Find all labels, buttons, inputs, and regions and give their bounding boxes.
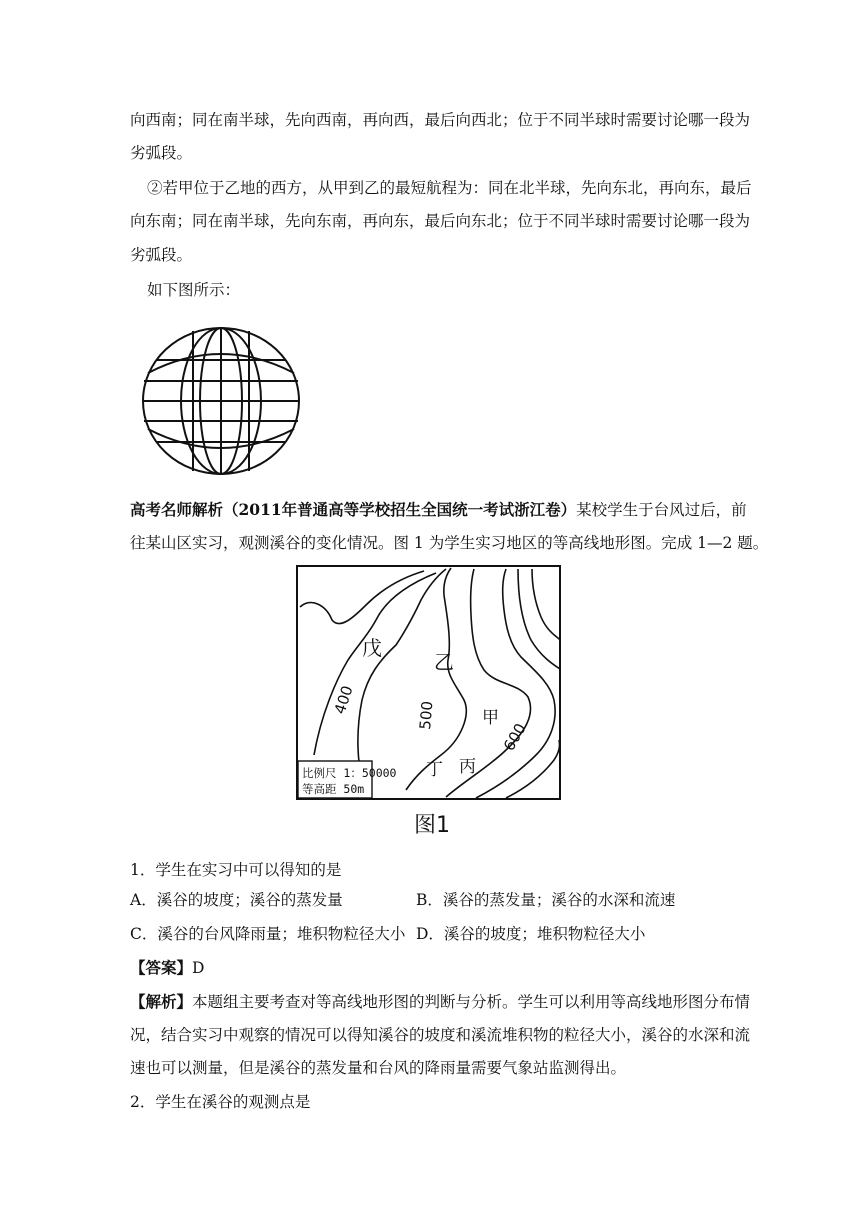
- paragraph-1-line-1: 向西南；同在南半球，先向西南，再向西，最后向西北；位于不同半球时需要讨论哪一段为: [130, 111, 751, 129]
- source-title: 高考名师解析（2011年普通高等学校招生全国统一考试浙江卷）: [130, 500, 577, 519]
- contour-label-600: 600: [499, 720, 530, 754]
- question-1-option-d: D．溪谷的坡度；堆积物粒径大小: [416, 925, 646, 943]
- figure-intro: 如下图所示：: [147, 281, 241, 299]
- question-1-stem: 1．学生在实习中可以得知的是: [130, 861, 342, 879]
- paragraph-2-line-2: 向东南；同在南半球，先向东南，再向东，最后向东北；位于不同半球时需要讨论哪一段为: [130, 212, 751, 230]
- figure-caption: 图1: [414, 813, 450, 838]
- analysis-text-1: 本题组主要考查对等高线地形图的判断与分析。学生可以利用等高线地形图分布情: [192, 993, 751, 1011]
- paragraph-1-line-2: 劣弧段。: [130, 144, 193, 162]
- map-legend-interval: 等高距 50m: [302, 782, 365, 796]
- map-label-yi: 乙: [434, 650, 454, 674]
- question-2-stem: 2．学生在溪谷的观测点是: [130, 1093, 311, 1111]
- analysis-label: 【解析】: [130, 992, 193, 1011]
- analysis-line-3: 速也可以测量，但是溪谷的蒸发量和台风的降雨量需要气象站监测得出。: [130, 1059, 627, 1077]
- question-1-option-a: A．溪谷的坡度；溪谷的蒸发量: [130, 891, 343, 909]
- globe-figure: [140, 325, 302, 477]
- answer-line: [130, 958, 204, 978]
- paragraph-2-line-3: 劣弧段。: [130, 246, 193, 264]
- map-label-wu: 戊: [362, 636, 382, 660]
- source-line-1: [130, 500, 747, 520]
- analysis-line-1: [130, 992, 750, 1012]
- map-label-jia: 甲: [482, 708, 499, 728]
- contour-label-500: 500: [416, 700, 437, 731]
- answer-label: 【答案】: [130, 958, 193, 977]
- contour-label-400: 400: [330, 683, 357, 717]
- paragraph-2-line-1: ②若甲位于乙地的西方，从甲到乙的最短航程为：同在北半球，先向东北，再向东，最后: [147, 179, 752, 197]
- question-1-option-c: C．溪谷的台风降雨量；堆积物粒径大小: [130, 925, 406, 943]
- map-legend-scale: 比例尺 1：50000: [302, 766, 397, 780]
- source-text: 某校学生于台风过后，前: [576, 501, 747, 519]
- answer-value: D: [192, 959, 205, 977]
- question-1-option-b: B．溪谷的蒸发量；溪谷的水深和流速: [416, 891, 676, 909]
- map-label-bing: 丙: [459, 757, 476, 777]
- map-label-ding: 丁: [426, 760, 443, 780]
- contour-map: [296, 565, 561, 800]
- analysis-line-2: 况，结合实习中观察的情况可以得知溪谷的坡度和溪流堆积物的粒径大小，溪谷的水深和流: [130, 1026, 751, 1044]
- source-line-2: 往某山区实习，观测溪谷的变化情况。图 1 为学生实习地区的等高线地形图。完成 1—2 题。: [130, 534, 769, 552]
